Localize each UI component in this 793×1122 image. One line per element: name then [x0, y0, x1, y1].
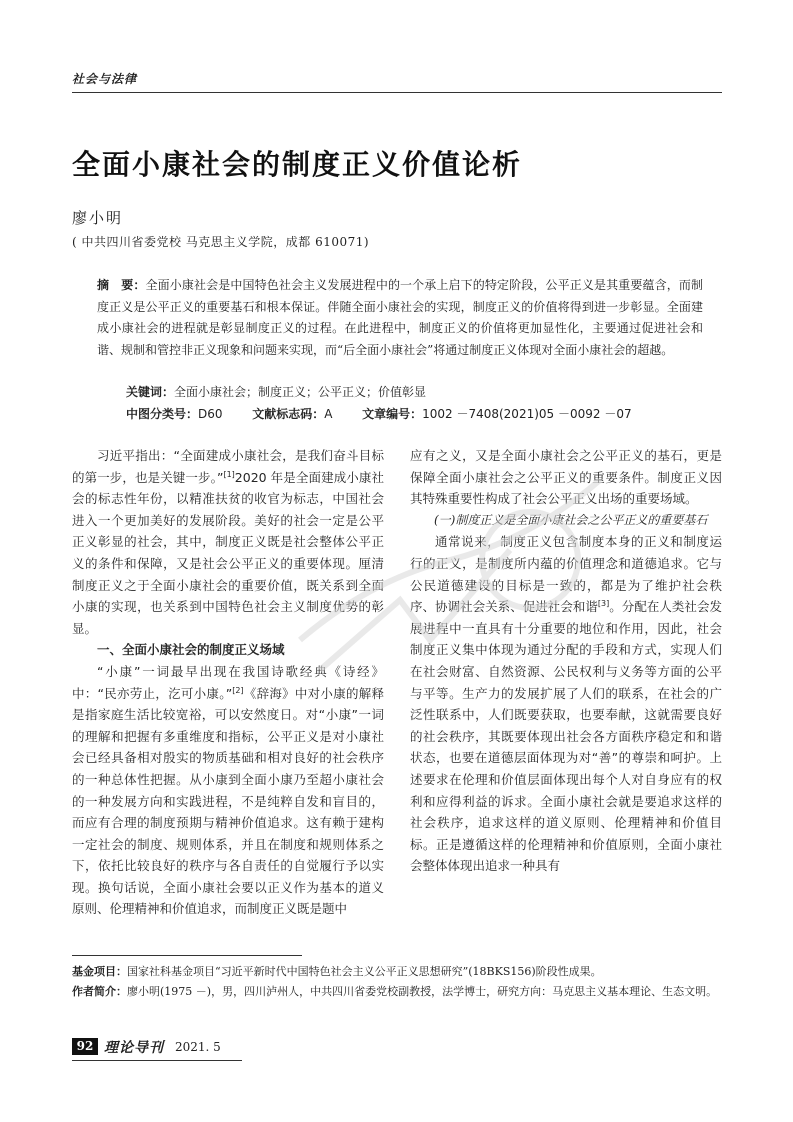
citation: [2] — [232, 685, 244, 695]
body-column-right — [410, 445, 722, 877]
section-label: 社会与法律 — [72, 72, 138, 86]
article-number: 1002 －7408(2021)05 －0092 －07 — [422, 407, 632, 421]
author-bio-label: 作者简介： — [72, 985, 127, 998]
paragraph: 通常说来，制度正义包含制度本身的正义和制度运行的正义，是制度所内蕴的价值理念和道德追求。它与公民道德建设的目标是一致的，都是为了维护社会秩序、协调社会关系、促进社会和谐[3]。分配在人类社会发展进程中一直具有十分重要的地位和作用，因此，社会制度正义集中体现为通过分配的手段和方式，实现人们在社会财富、自然资源、公民权利与义务等方面的公平与平等。生产力的发展扩展了人们的联系，在社会的广泛性联系中，人们既要获取，也要奉献，这就需要良好的社会秩序，其既要体现出社会各方面秩序稳定和和谐状态，也要在道德层面体现为对“善”的尊崇和呵护。上述要求在伦理和价值层面体现出每个人对自身应有的权利和应得利益的诉求。全面小康社会就是要追求这样的社会秩序，追求这样的道义原则、伦理精神和价值目标。正是遵循这样的伦理精神和价值原则，全面小康社会整体体现出追求一种具有 — [410, 534, 722, 874]
paragraph: 应有之义，又是全面小康社会之公平正义的基石，更是保障全面小康社会之公平正义的重要条件。制度正义因其特殊重要性构成了社会公平正义出场的重要场域。 — [410, 448, 722, 507]
paragraph: 习近平指出：“全面建成小康社会，是我们奋斗目标的第一步，也是关键一步。”[1]2020 年是全面建成小康社会的标志性年份，以精准扶贫的收官为标志，中国社会进入一个更加美好的发展阶段。美好的社会一定是公平正义彰显的社会，其中，制度正义既是社会整体公平正义的条件和保障，又是社会公平正义的重要体现。厘清制度正义之于全面小康社会的重要价值，既关系到全面小康的实现，也关系到中国特色社会主义制度优势的彰显。 — [72, 448, 384, 636]
classification-line — [126, 405, 632, 422]
clc-code: D60 — [198, 407, 223, 421]
author-bio-text: 廖小明(1975 －)，男，四川泸州人，中共四川省委党校副教授，法学博士，研究方向：马克思主义基本理论、生态文明。 — [127, 985, 718, 998]
funding-text: 国家社科基金项目“习近平新时代中国特色社会主义公平正义思想研究”(18BKS156)阶段性成果。 — [127, 965, 602, 978]
keywords: 全面小康社会；制度正义；公平正义；价值彰显 — [174, 385, 427, 399]
subsection-heading: (一)制度正义是全面小康社会之公平正义的重要基石 — [434, 512, 708, 527]
article-number-label: 文章编号： — [362, 407, 423, 421]
funding-note — [72, 962, 722, 981]
author-bio-note — [72, 982, 722, 1001]
author-affiliation: ( 中共四川省委党校 马克思主义学院，成都 610071) — [72, 235, 370, 249]
issue-number: 2021. 5 — [175, 1040, 221, 1054]
section-heading: 一、全面小康社会的制度正义场域 — [97, 642, 285, 658]
citation: [3] — [597, 599, 610, 608]
doc-code-label: 文献标志码： — [252, 407, 325, 421]
footnote-rule — [72, 955, 302, 956]
page-number: 92 — [72, 1038, 98, 1055]
funding-label: 基金项目： — [72, 965, 127, 978]
abstract-text: 全面小康社会是中国特色社会主义发展进程中的一个承上启下的特定阶段，公平正义是其重要蕴含，而制度正义是公平正义的重要基石和根本保证。伴随全面小康社会的实现，制度正义的价值将得到进一步彰显。全面建成小康社会的进程就是彰显制度正义的过程。在此进程中，制度正义的价值将更加显性化，主要通过促进社会和谐、规制和管控非正义现象和问题来实现，而“后全面小康社会”将通过制度正义体现对全面小康社会的超越。 — [97, 278, 703, 357]
clc-label: 中图分类号： — [126, 407, 199, 421]
header-rule — [72, 92, 722, 93]
abstract — [97, 275, 703, 361]
author-name: 廖小明 — [72, 209, 124, 227]
footer-rule — [72, 1060, 242, 1061]
article-title: 全面小康社会的制度正义价值论析 — [72, 148, 523, 181]
keywords-label: 关键词： — [126, 385, 175, 399]
doc-code: A — [324, 407, 333, 421]
paragraph: “小康”一词最早出现在我国诗歌经典《诗经》中：“民亦劳止，汔可小康。”[2]《辞海》中对小康的解释是指家庭生活比较宽裕，可以安然度日。对“小康”一词的理解和把握有多重维度和指标，公平正义是对小康社会已经具备相对殷实的物质基础和相对良好的社会秩序的一种总体性把握。从小康到全面小康乃至超小康社会的一种发展方向和实践进程，不是纯粹自发和盲目的，而应有合理的制度预期与精神价值追求。这有赖于建构一定社会的制度、规则体系，并且在制度和规则体系之下，依托比较良好的秩序与各自责任的自觉履行予以实现。换句话说，全面小康社会要以正义作为基本的道义原则、伦理精神和价值追求，而制度正义既是题中 — [72, 663, 384, 917]
journal-name: 理论导刊 — [104, 1040, 164, 1056]
keywords-line — [126, 383, 426, 400]
abstract-label: 摘 要： — [97, 278, 146, 292]
body-column-left — [72, 445, 384, 920]
citation: [1] — [223, 469, 235, 479]
